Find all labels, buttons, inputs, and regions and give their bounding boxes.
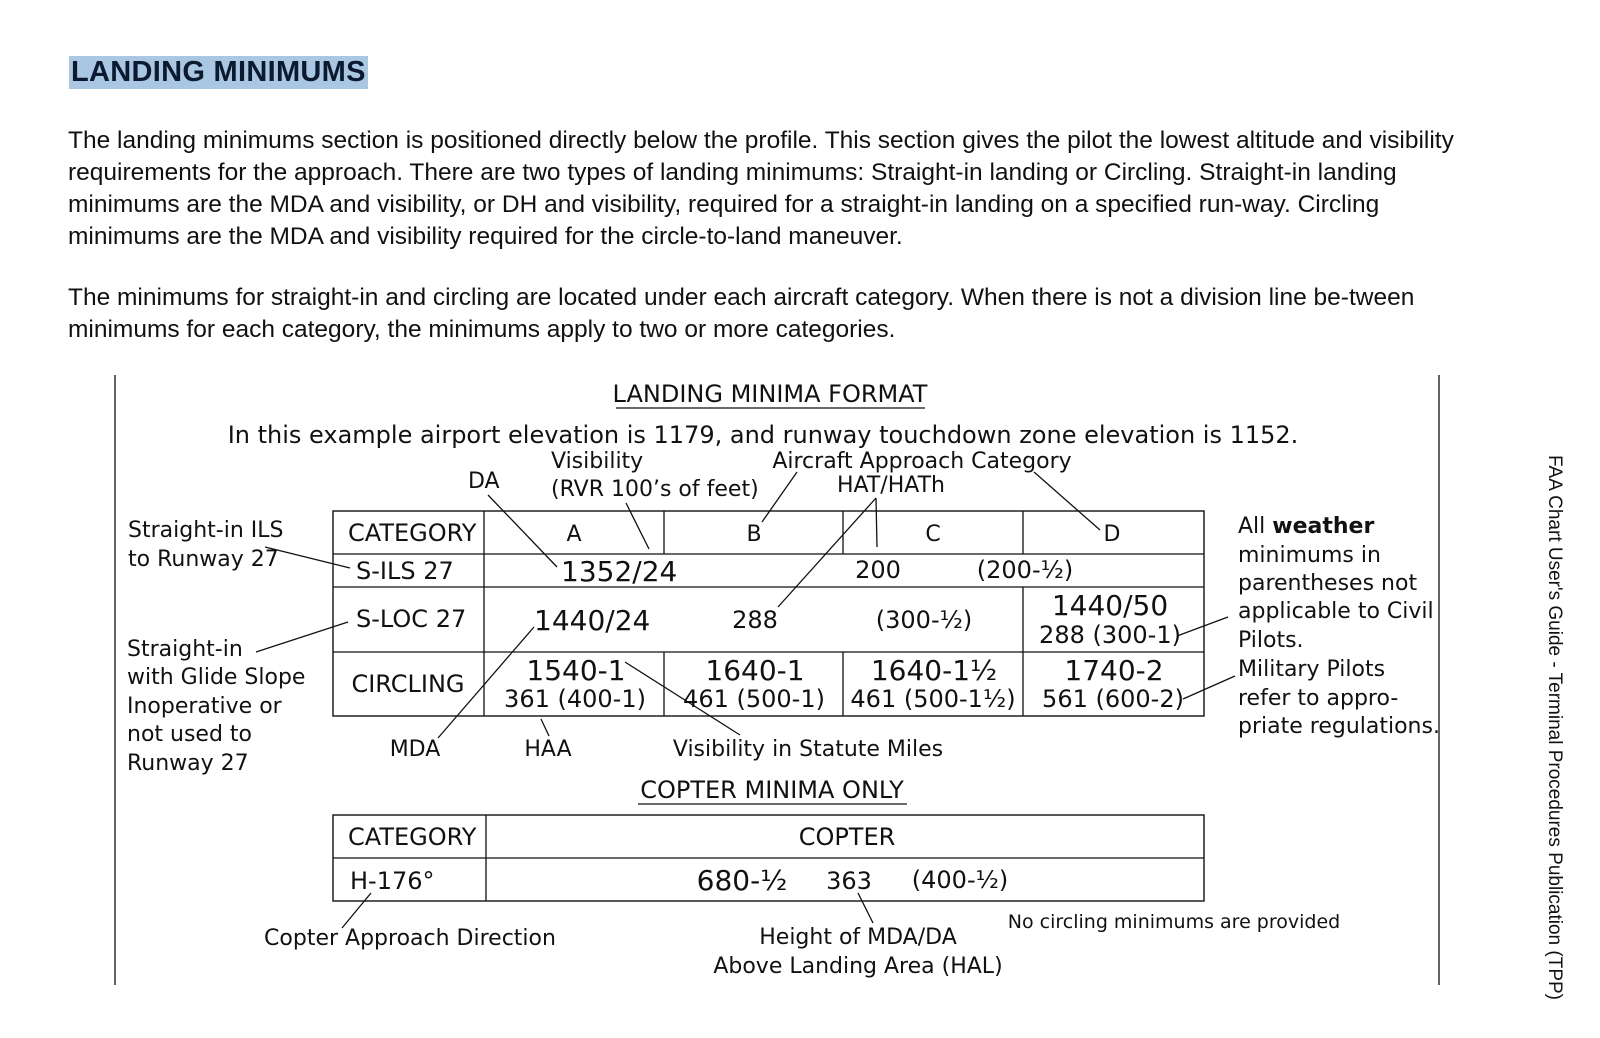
circling-a-top: 1540-1: [526, 654, 626, 687]
copter-hal: 363: [826, 867, 872, 895]
intro-paragraph: The landing minimums section is positioned directly below the profile. This section gives the pilot the lowest altitude and visibility requirements for the approach. There are two types of landing minimums: Straight-in landing or Circling. Straight-in landing minimums are the MDA and visibility, or DH and visibility, required for a straight-in landing on a specified run-way. Circling minimums are the MDA and visibility required for the circle-to-land maneuver.: [68, 127, 1454, 250]
row-label-circling: CIRCLING: [351, 670, 465, 698]
label-haa: HAA: [524, 737, 572, 762]
copter-table: [333, 815, 1204, 901]
pointer-note-circling-d: [1183, 676, 1235, 699]
circling-b-bottom: 461 (500-1): [683, 685, 825, 713]
row-label-sloc: S-LOC 27: [356, 605, 467, 633]
sloc-paren: (300-½): [875, 606, 973, 634]
label-mda: MDA: [389, 737, 441, 762]
note-line-1: All weather: [1238, 514, 1375, 539]
label-no-circling: No circling minimums are provided: [1007, 911, 1341, 933]
label-da: DA: [468, 469, 500, 494]
copter-row-label: H-176°: [350, 867, 435, 895]
copter-header-category: CATEGORY: [348, 823, 477, 851]
circling-d-top: 1740-2: [1064, 654, 1164, 687]
label-loc-1: Straight-in: [127, 637, 243, 662]
minima-table: [333, 511, 1204, 716]
label-loc-4: not used to: [127, 722, 253, 747]
circling-b-top: 1640-1: [705, 654, 805, 687]
note-line-7: refer to appro-: [1238, 686, 1399, 711]
note-line-3: parentheses not: [1238, 571, 1418, 596]
label-visibility: Visibility: [551, 449, 644, 474]
copter-paren: (400-½): [911, 866, 1009, 894]
section-heading: LANDING MINIMUMS: [71, 56, 366, 88]
label-loc-2: with Glide Slope: [127, 665, 306, 690]
label-hal-1: Height of MDA/DA: [759, 925, 957, 950]
header-c: C: [925, 522, 941, 547]
label-loc-3: Inoperative or: [127, 694, 282, 719]
header-a: A: [566, 522, 582, 547]
sloc-hat: 288: [732, 606, 778, 634]
sils-hat: 200: [855, 556, 901, 584]
label-loc-5: Runway 27: [127, 751, 249, 776]
pointer-da: [488, 495, 557, 567]
copter-header-copter: COPTER: [798, 823, 896, 851]
pointer-hat-sils: [876, 498, 877, 547]
sils-paren: (200-½): [976, 556, 1074, 584]
pointer-haa: [541, 719, 549, 736]
pointer-visibility-rvr: [626, 503, 649, 549]
circling-c-top: 1640-1½: [870, 654, 998, 687]
side-publication-title: FAA Chart User's Guide - Terminal Procedures Publication (TPP): [1544, 455, 1565, 1000]
pointer-note-sloc-d: [1177, 617, 1228, 636]
note-line-6: Military Pilots: [1238, 657, 1386, 682]
sloc-d-bottom: 288 (300-1): [1039, 621, 1181, 649]
pointer-category-d: [1034, 472, 1100, 530]
note-line-5: Pilots.: [1238, 628, 1304, 653]
label-visibility-statute-miles: Visibility in Statute Miles: [672, 737, 944, 762]
note-line-4: applicable to Civil: [1238, 599, 1434, 624]
label-aircraft-approach-category: Aircraft Approach Category: [772, 449, 1072, 474]
header-b: B: [746, 522, 762, 547]
pointer-sloc-label: [256, 622, 348, 652]
label-copter-direction: Copter Approach Direction: [264, 926, 556, 951]
circling-c-bottom: 461 (500-1½): [850, 685, 1016, 713]
circling-a-bottom: 361 (400-1): [504, 685, 646, 713]
sils-value: 1352/24: [561, 555, 678, 588]
row-label-sils: S-ILS 27: [356, 557, 454, 585]
label-hal-2: Above Landing Area (HAL): [713, 954, 1003, 979]
copter-title: COPTER MINIMA ONLY: [640, 776, 904, 804]
categories-paragraph: The minimums for straight-in and circling are located under each aircraft category. When there is not a division line be-tween minimums for each category, the minimums apply to two or more categories.: [68, 284, 1415, 343]
copter-value: 680-½: [696, 864, 788, 897]
pointer-copter-direction: [342, 893, 371, 928]
figure-subtitle: In this example airport elevation is 1179, and runway touchdown zone elevation is 1152.: [227, 421, 1299, 449]
circling-d-bottom: 561 (600-2): [1042, 685, 1184, 713]
label-straight-in-ils-1: Straight-in ILS: [128, 518, 284, 543]
pointer-hat-sloc: [778, 498, 876, 607]
sloc-value: 1440/24: [534, 604, 651, 637]
note-line-2: minimums in: [1238, 543, 1381, 568]
pointer-category-b: [762, 472, 797, 522]
label-straight-in-ils-2: to Runway 27: [128, 547, 279, 572]
label-hat: HAT/HATh: [836, 473, 946, 498]
note-line-8: priate regulations.: [1238, 714, 1440, 739]
header-category: CATEGORY: [348, 519, 477, 547]
label-visibility-rvr: (RVR 100’s of feet): [551, 477, 759, 502]
figure-title: LANDING MINIMA FORMAT: [612, 380, 928, 408]
header-d: D: [1103, 522, 1121, 547]
sloc-d-top: 1440/50: [1051, 589, 1169, 622]
pointer-hal: [858, 893, 873, 923]
